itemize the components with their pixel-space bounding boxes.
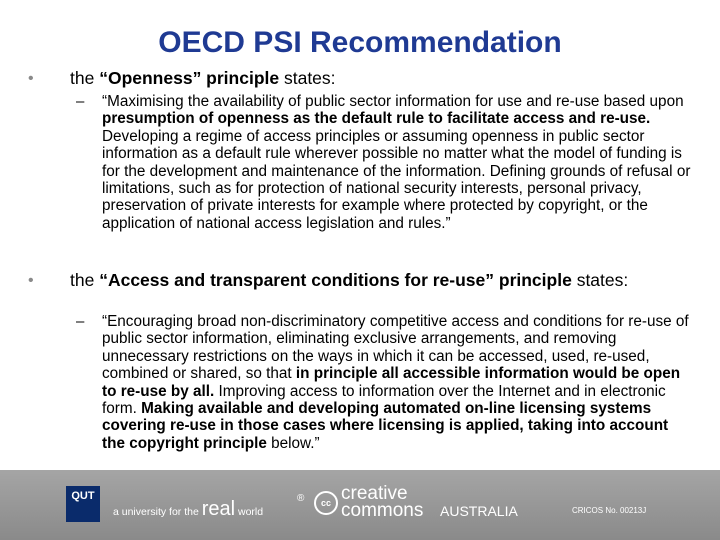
bullet-text: states: [571, 270, 629, 290]
quote-text: below.” [266, 434, 320, 452]
openness-quote [102, 93, 692, 232]
tagline [113, 498, 263, 521]
bullet-bold-text: “Openness” principle [99, 68, 280, 88]
bullet-marker: • [28, 70, 34, 87]
cricos-code: CRICOS No. 00213J [572, 506, 647, 515]
cc-commons-label: commons [341, 500, 424, 521]
qut-logo: QUT [66, 486, 100, 522]
quote-bold-text: in principle all accessible information would be open to re-use by all. [102, 365, 681, 400]
quote-bold-text: presumption of openness as the default rule to facilitate access and re-use. [102, 110, 651, 128]
bullet-bold-text: “Access and transparent conditions for re-use” principle [99, 270, 572, 290]
bullet-text: the [70, 270, 100, 290]
quote-text: Improving access to information over the Internet and in electronic form. [102, 382, 666, 418]
sub-bullet-marker: – [76, 93, 85, 110]
bullet-openness [70, 68, 336, 89]
cc-country-label: AUSTRALIA [440, 503, 518, 519]
registered-mark: ® [297, 493, 305, 504]
cc-creative-label: creative [341, 483, 408, 504]
sub-bullet-marker: – [76, 313, 85, 330]
quote-text: “Encouraging broad non-discriminatory competitive access and conditions for re-use of public sector information, eliminating exclusive arrangements, and removing unnecessary restrictions on the ways in which it can be accessed, used, re-used, combined or shared, so that [102, 313, 689, 383]
bullet-text: states: [279, 68, 336, 88]
quote-text: “Maximising the availability of public sector information for use and re-use based upon [102, 93, 684, 110]
quote-text: Developing a regime of access principles or assuming openness in public sector information as a default rule wherever possible no matter what the model of funding is for the development and maintenance of the information. Defining grounds of refusal or limitations, such as for protection of national security interests, personal privacy, preservation of private interests for example where protected by copyright, or the application of national access legislation and rules.” [102, 127, 691, 232]
tagline-prefix: a university for the [113, 506, 199, 518]
slide-title: OECD PSI Recommendation [158, 26, 562, 59]
creative-commons-icon: cc [314, 491, 338, 515]
tagline-real: real [201, 498, 236, 520]
bullet-access [70, 270, 690, 291]
bullet-marker: • [28, 272, 34, 289]
quote-bold-text: Making available and developing automated on-line licensing systems covering re-use in those cases where licensing is applied, taking into account the copyright principle [102, 400, 669, 452]
access-quote [102, 313, 692, 452]
bullet-text: the [70, 68, 100, 88]
tagline-suffix: world [238, 506, 264, 518]
